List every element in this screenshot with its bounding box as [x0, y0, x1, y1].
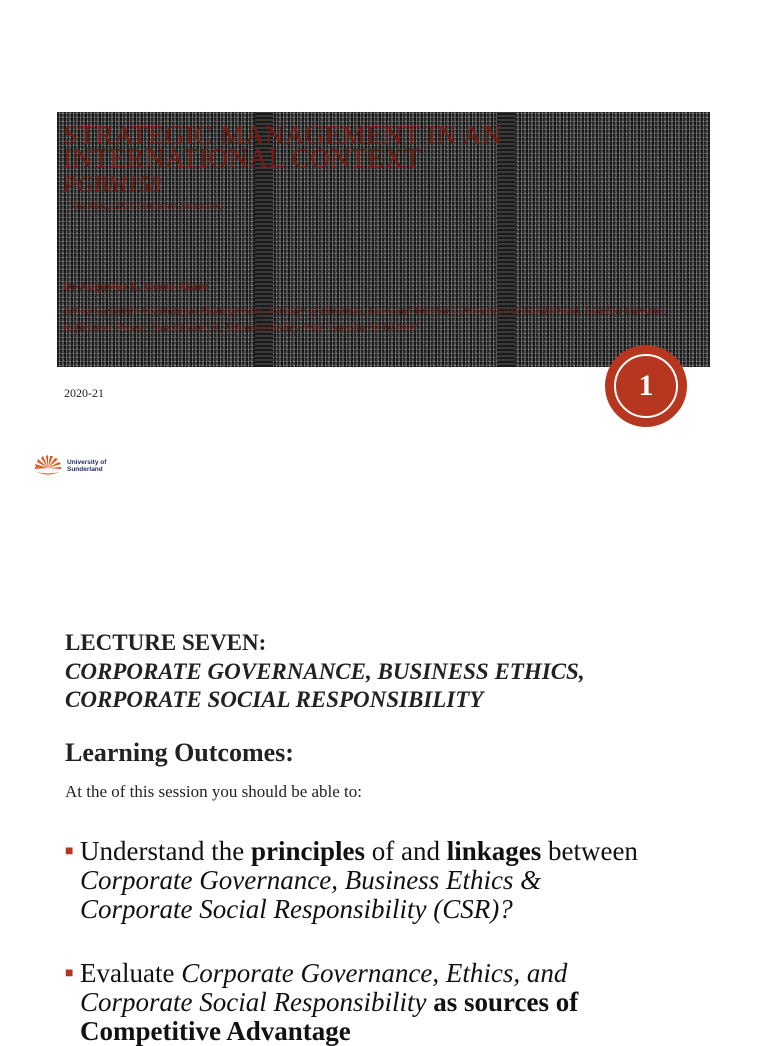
author-name: Dr Augustus E. Osseo-Asare	[63, 279, 208, 293]
sunburst-logo-icon	[33, 455, 63, 477]
square-bullet-icon: ■	[65, 844, 74, 859]
course-date: 7th May, 2021 (Summer Semester)	[71, 200, 223, 212]
lecture-subtitle-line: CORPORATE SOCIAL RESPONSIBILITY	[65, 687, 484, 712]
learning-outcomes-intro: At the of this session you should be able to:	[65, 782, 363, 801]
outcome-topic: Corporate Social Responsibility (CSR)?	[80, 894, 513, 924]
outcome-text: Evaluate	[80, 958, 175, 988]
outcome-keyword: as sources of	[433, 987, 579, 1017]
learning-outcome-text	[65, 958, 745, 1046]
outcome-topic: Corporate Governance, Business Ethics &	[80, 865, 542, 895]
outcome-keyword: linkages	[446, 836, 542, 866]
university-logo	[33, 454, 133, 478]
outcome-topic: Corporate Governance, Ethics, and	[181, 958, 568, 988]
lecture-subtitle-line: CORPORATE GOVERNANCE, BUSINESS ETHICS,	[65, 659, 585, 684]
outcome-text: Understand the	[80, 836, 245, 866]
lecture-title: LECTURE SEVEN:	[65, 630, 267, 655]
slide-number-badge	[607, 347, 685, 425]
outcome-keyword: principles	[250, 836, 365, 866]
learning-outcome-item	[65, 958, 745, 1046]
course-code: PGBM158	[63, 172, 162, 197]
lecture-subtitle	[65, 658, 705, 714]
learning-outcomes-heading: Learning Outcomes:	[65, 738, 294, 767]
author-affiliation: Senior Lecturer in Strategic Management, Faculty of Business, Law and Tourism, University of Sunderland, London Campus, Reflection House, Sunderland St, Edmund Halley Way, London SE10 0AR	[63, 303, 667, 334]
slide-number: 1	[614, 354, 678, 418]
outcome-topic: Corporate Social Responsibility	[80, 987, 427, 1017]
course-title: STRATEGIC MANAGEMENT IN AN INTERNATIONAL CONTEXT	[63, 120, 503, 173]
learning-outcome-text	[65, 837, 745, 924]
academic-year: 2020-21	[64, 386, 104, 400]
square-bullet-icon: ■	[65, 966, 74, 981]
outcome-keyword: Competitive Advantage	[80, 1016, 351, 1046]
outcome-text: between	[547, 836, 638, 866]
outcome-text: of and	[371, 836, 440, 866]
logo-text: University of Sunderland	[67, 459, 107, 473]
learning-outcome-item	[65, 837, 745, 924]
title-banner	[57, 112, 710, 367]
